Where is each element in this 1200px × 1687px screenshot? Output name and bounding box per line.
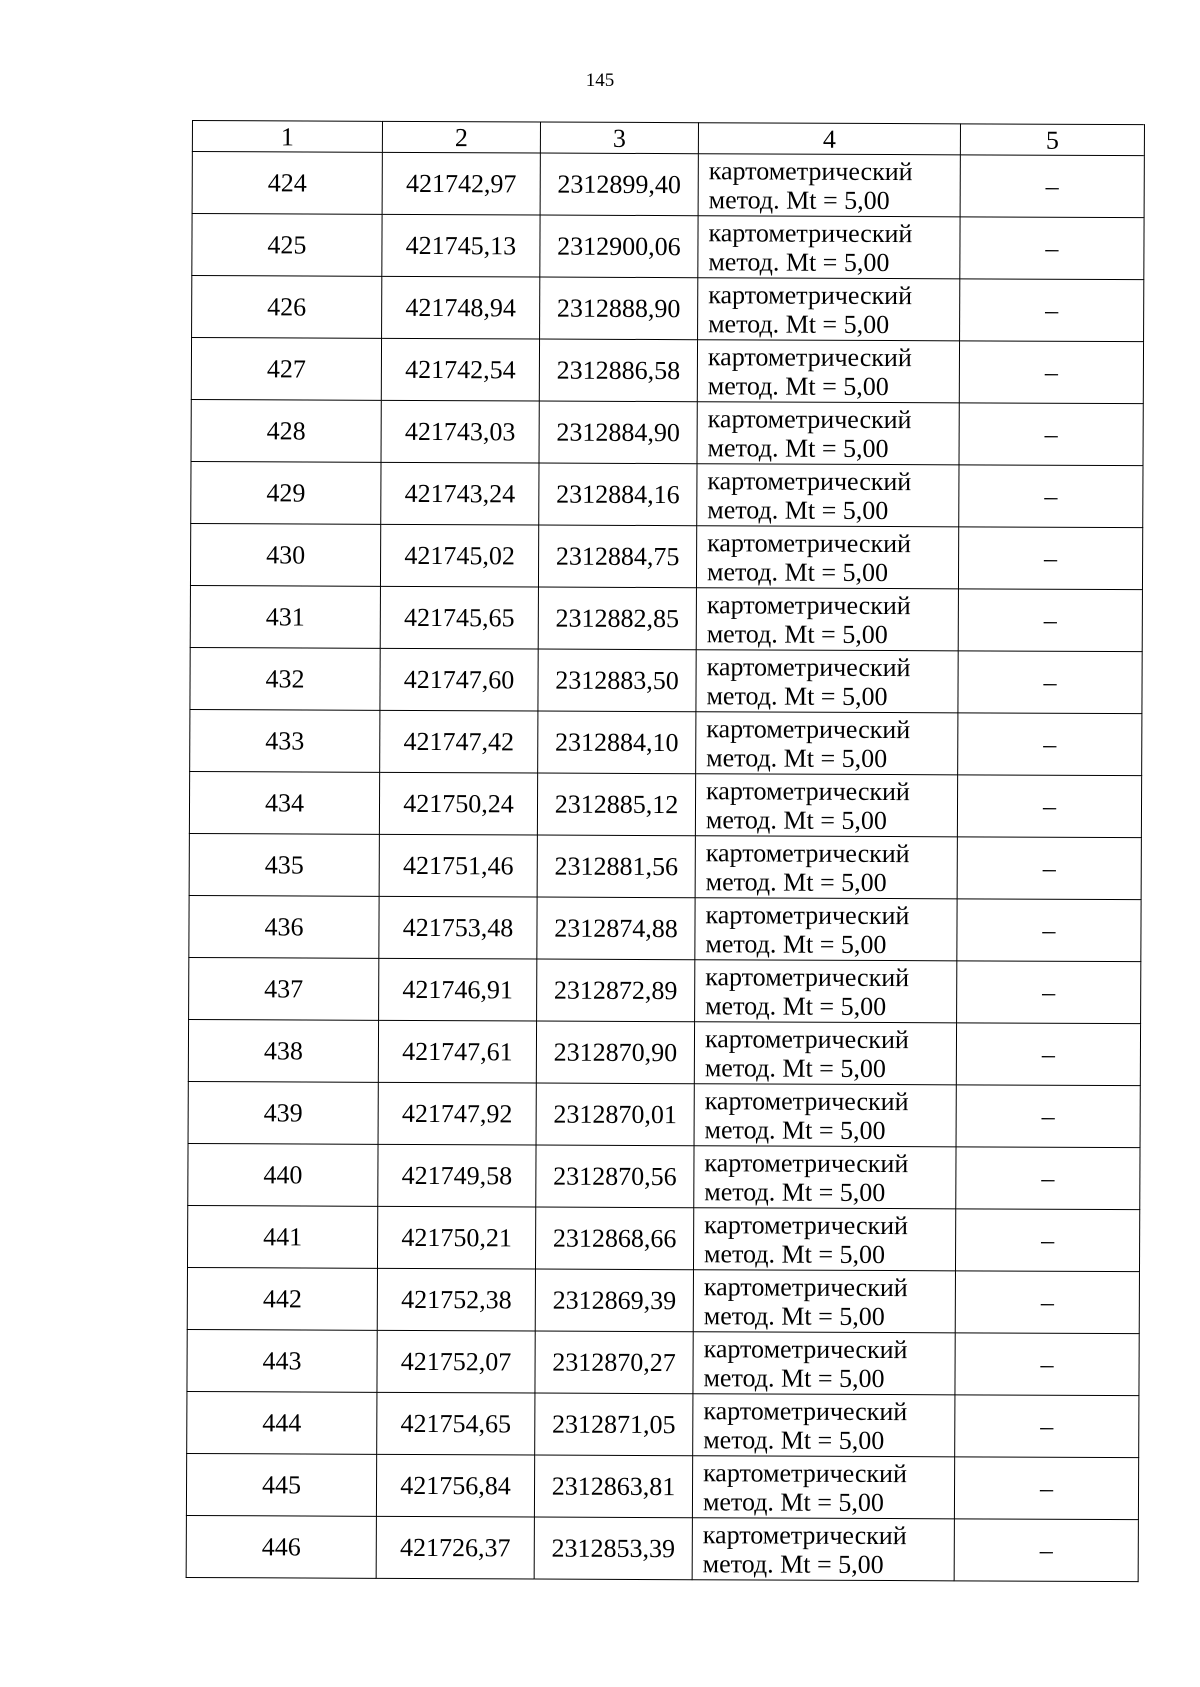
y-coordinate-cell: 2312883,50 [538,649,696,712]
x-coordinate-cell: 421753,48 [379,896,537,959]
method-cell [698,154,960,217]
y-coordinate-cell: 2312900,06 [540,215,698,278]
method-cell [698,216,960,279]
method-cell [698,278,960,341]
note-cell: – [956,1085,1140,1148]
table-row [188,1019,1140,1085]
y-coordinate-cell: 2312869,39 [535,1269,693,1332]
note-cell: – [956,1023,1140,1086]
method-accuracy: метод. Mt = 5,00 [702,1486,885,1517]
table-row [190,709,1142,775]
x-coordinate-cell: 421747,92 [378,1082,536,1145]
point-number-cell: 430 [190,523,380,586]
point-number-cell: 424 [192,152,382,215]
point-number-cell: 445 [186,1453,376,1516]
method-cell [696,712,958,775]
table-row [190,585,1142,651]
point-number-cell: 442 [187,1267,377,1330]
table-row [191,338,1143,404]
x-coordinate-cell: 421749,58 [378,1144,536,1207]
method-accuracy: метод. Mt = 5,00 [704,1114,886,1145]
note-cell: – [958,589,1142,652]
method-accuracy: метод. Mt = 5,00 [703,1238,886,1269]
method-cell [693,1332,955,1395]
method-name: картометрический [703,1457,907,1488]
method-cell [695,898,957,961]
note-cell: – [957,899,1141,962]
method-accuracy: метод. Mt = 5,00 [702,1548,884,1579]
method-name: картометрический [704,1209,909,1240]
method-accuracy: метод. Mt = 5,00 [706,742,888,773]
y-coordinate-cell: 2312884,16 [539,463,697,526]
y-coordinate-cell: 2312899,40 [540,153,698,216]
note-cell: – [955,1333,1139,1396]
point-number-cell: 438 [188,1019,378,1082]
x-coordinate-cell: 421726,37 [376,1516,534,1579]
method-name: картометрический [704,1147,909,1178]
point-number-cell: 436 [189,895,379,958]
y-coordinate-cell: 2312872,89 [537,959,695,1022]
note-cell: – [958,651,1142,714]
header-col-1: 1 [192,121,382,153]
method-accuracy: метод. Mt = 5,00 [704,1176,886,1207]
method-accuracy: метод. Mt = 5,00 [707,432,889,463]
method-cell [697,402,959,465]
method-name: картометрический [703,1271,908,1302]
method-name: картометрический [705,837,910,868]
method-name: картометрический [704,1085,909,1116]
method-cell [695,836,957,899]
method-cell [693,1208,955,1271]
method-accuracy: метод. Mt = 5,00 [708,246,890,277]
method-name: картометрический [703,1333,908,1364]
note-cell: – [960,279,1144,342]
method-accuracy: метод. Mt = 5,00 [708,184,890,215]
y-coordinate-cell: 2312881,56 [537,835,695,898]
y-coordinate-cell: 2312885,12 [537,773,695,836]
header-row [192,121,1144,156]
table-row [192,214,1144,280]
method-cell [696,588,958,651]
point-number-cell: 433 [190,709,380,772]
y-coordinate-cell: 2312870,90 [536,1021,694,1084]
table-row [189,895,1141,961]
y-coordinate-cell: 2312868,66 [535,1207,693,1270]
method-accuracy: метод. Mt = 5,00 [707,494,889,525]
method-accuracy: метод. Mt = 5,00 [704,1052,886,1083]
note-cell: – [955,1271,1139,1334]
x-coordinate-cell: 421752,07 [377,1330,535,1393]
table-header [192,121,1144,156]
header-col-3: 3 [540,122,698,154]
point-number-cell: 443 [187,1329,377,1392]
point-number-cell: 427 [191,338,381,401]
note-cell: – [959,465,1143,528]
y-coordinate-cell: 2312888,90 [540,277,698,340]
point-number-cell: 444 [187,1391,377,1454]
method-cell [697,464,959,527]
method-name: картометрический [707,465,912,496]
method-accuracy: метод. Mt = 5,00 [707,370,889,401]
table-row [190,523,1142,589]
method-accuracy: метод. Mt = 5,00 [703,1362,885,1393]
method-name: картометрический [706,713,911,744]
note-cell: – [960,217,1144,280]
y-coordinate-cell: 2312886,58 [539,339,697,402]
header-col-5: 5 [960,124,1144,156]
method-name: картометрический [705,899,910,930]
method-cell [697,340,959,403]
x-coordinate-cell: 421743,03 [381,400,539,463]
y-coordinate-cell: 2312863,81 [534,1455,692,1518]
point-number-cell: 441 [187,1205,377,1268]
method-cell [694,1146,956,1209]
method-name: картометрический [707,341,912,372]
x-coordinate-cell: 421743,24 [381,462,539,525]
table-row [188,1143,1140,1209]
point-number-cell: 439 [188,1081,378,1144]
table-row [192,276,1144,342]
method-accuracy: метод. Mt = 5,00 [706,618,888,649]
point-number-cell: 425 [192,214,382,277]
x-coordinate-cell: 421751,46 [379,834,537,897]
y-coordinate-cell: 2312884,10 [538,711,696,774]
point-number-cell: 426 [192,276,382,339]
table-row [190,647,1142,713]
method-name: картометрический [707,527,912,558]
point-number-cell: 434 [189,771,379,834]
method-name: картометрический [702,1519,907,1550]
y-coordinate-cell: 2312870,27 [535,1331,693,1394]
point-number-cell: 429 [191,461,381,524]
note-cell: – [955,1209,1139,1272]
method-accuracy: метод. Mt = 5,00 [705,804,888,835]
note-cell: – [954,1457,1138,1520]
method-name: картометрический [708,217,913,248]
x-coordinate-cell: 421745,13 [382,214,540,277]
method-name: картометрический [706,589,911,620]
method-accuracy: метод. Mt = 5,00 [705,928,887,959]
coordinates-table [186,120,1145,1582]
table-row [189,833,1141,899]
y-coordinate-cell: 2312882,85 [538,587,696,650]
table-row [186,1453,1138,1519]
note-cell: – [958,713,1142,776]
point-number-cell: 435 [189,833,379,896]
method-name: картометрический [706,651,911,682]
method-cell [696,526,958,589]
note-cell: – [959,403,1143,466]
header-col-4: 4 [698,123,960,155]
table-body [186,152,1144,1582]
method-name: картометрический [708,279,913,310]
method-cell [694,1022,956,1085]
point-number-cell: 437 [189,957,379,1020]
note-cell: – [958,527,1142,590]
x-coordinate-cell: 421747,60 [380,648,538,711]
method-accuracy: метод. Mt = 5,00 [706,680,888,711]
method-cell [695,960,957,1023]
table-row [187,1329,1139,1395]
point-number-cell: 431 [190,585,380,648]
note-cell: – [960,155,1144,218]
y-coordinate-cell: 2312870,01 [536,1083,694,1146]
table-row [187,1391,1139,1457]
method-name: картометрический [704,1023,909,1054]
point-number-cell: 446 [186,1515,376,1578]
note-cell: – [954,1519,1138,1582]
header-col-2: 2 [382,121,540,153]
y-coordinate-cell: 2312884,75 [538,525,696,588]
method-cell [692,1518,954,1581]
x-coordinate-cell: 421745,65 [380,586,538,649]
note-cell: – [956,1147,1140,1210]
method-name: картометрический [705,961,910,992]
table-row [191,399,1143,465]
table-row [186,1515,1138,1581]
x-coordinate-cell: 421750,24 [379,772,537,835]
method-accuracy: метод. Mt = 5,00 [706,556,889,587]
y-coordinate-cell: 2312853,39 [534,1517,692,1580]
y-coordinate-cell: 2312871,05 [535,1393,693,1456]
method-name: картометрический [707,403,912,434]
table-row [187,1205,1139,1271]
method-cell [695,774,957,837]
table-row [191,461,1143,527]
table-row [189,771,1141,837]
method-accuracy: метод. Mt = 5,00 [705,866,887,897]
x-coordinate-cell: 421754,65 [377,1392,535,1455]
method-name: картометрический [703,1395,908,1426]
table-row [187,1267,1139,1333]
table-row [189,957,1141,1023]
y-coordinate-cell: 2312884,90 [539,401,697,464]
note-cell: – [957,961,1141,1024]
x-coordinate-cell: 421742,54 [381,338,539,401]
table-row [188,1081,1140,1147]
method-cell [693,1270,955,1333]
method-cell [692,1456,954,1519]
note-cell: – [959,341,1143,404]
x-coordinate-cell: 421752,38 [377,1268,535,1331]
method-accuracy: метод. Mt = 5,00 [703,1300,885,1331]
x-coordinate-cell: 421756,84 [376,1454,534,1517]
x-coordinate-cell: 421747,42 [380,710,538,773]
method-cell [694,1084,956,1147]
method-cell [693,1394,955,1457]
note-cell: – [957,837,1141,900]
method-accuracy: метод. Mt = 5,00 [703,1424,885,1455]
page-number: 145 [585,70,615,91]
point-number-cell: 432 [190,647,380,710]
note-cell: – [955,1395,1139,1458]
x-coordinate-cell: 421746,91 [379,958,537,1021]
note-cell: – [957,775,1141,838]
x-coordinate-cell: 421745,02 [380,524,538,587]
y-coordinate-cell: 2312870,56 [536,1145,694,1208]
point-number-cell: 440 [188,1143,378,1206]
method-name: картометрический [708,155,913,186]
point-number-cell: 428 [191,399,381,462]
x-coordinate-cell: 421750,21 [377,1206,535,1269]
y-coordinate-cell: 2312874,88 [537,897,695,960]
method-accuracy: метод. Mt = 5,00 [708,308,890,339]
x-coordinate-cell: 421748,94 [382,276,540,339]
table-row [192,152,1144,218]
method-name: картометрический [706,775,910,806]
method-accuracy: метод. Mt = 5,00 [705,990,887,1021]
method-cell [696,650,958,713]
x-coordinate-cell: 421747,61 [378,1020,536,1083]
x-coordinate-cell: 421742,97 [382,152,540,215]
